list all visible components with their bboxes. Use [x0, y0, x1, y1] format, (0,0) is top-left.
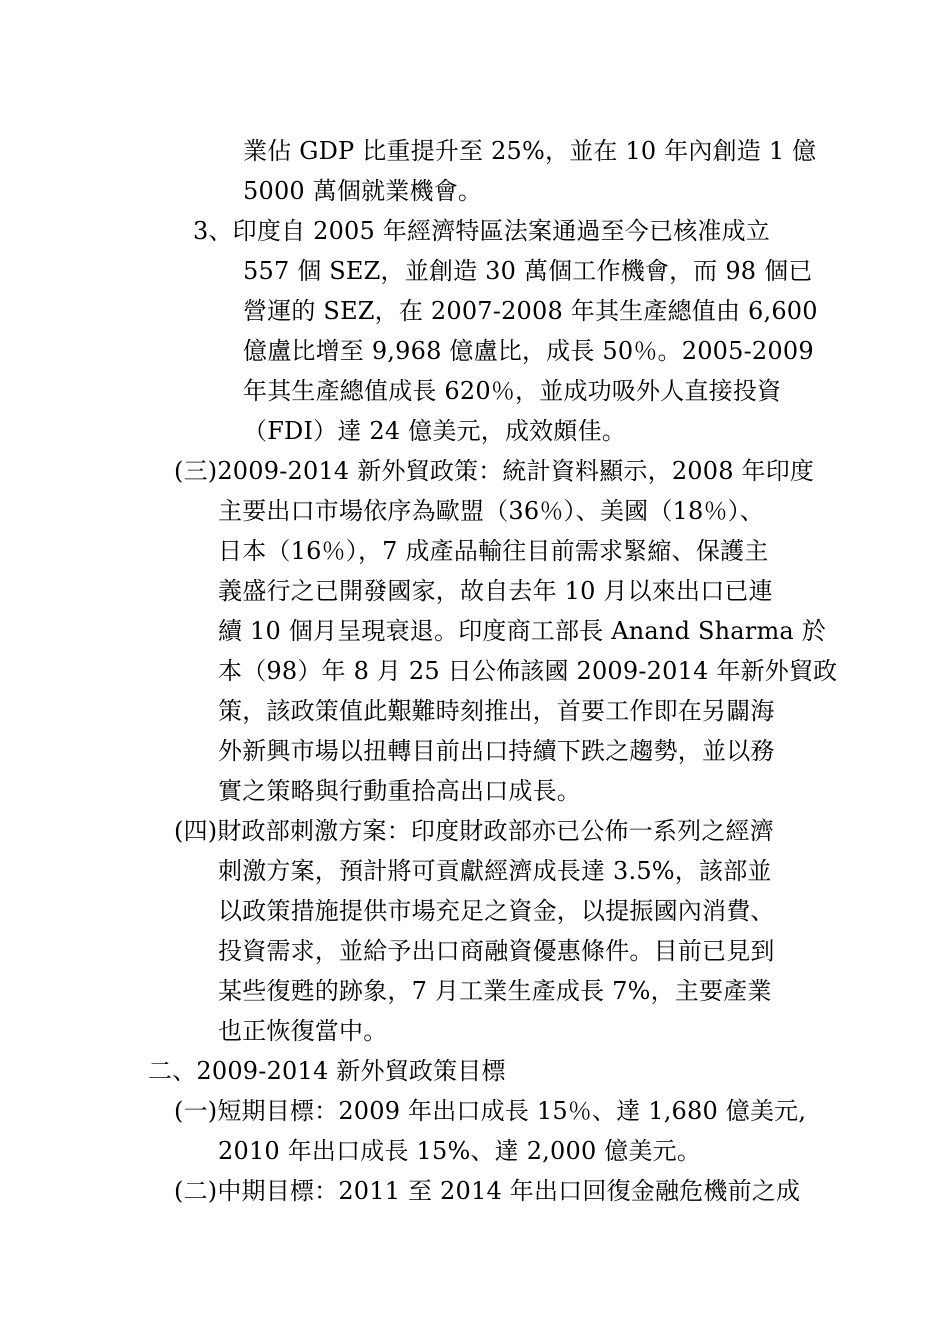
paragraph-line: 日本（16％），7 成產品輸往目前需求緊縮、保護主: [218, 537, 769, 565]
paragraph-line: 本（98）年 8 月 25 日公佈該國 2009-2014 年新外貿政: [218, 657, 838, 685]
paragraph-line: 主要出口市場依序為歐盟（36％）、美國（18％）、: [218, 497, 765, 525]
list-item-line: （FDI）達 24 億美元，成效頗佳。: [243, 417, 626, 445]
section-heading-line: (二)中期目標：2011 至 2014 年出口回復金融危機前之成: [174, 1177, 801, 1205]
paragraph-line: 5000 萬個就業機會。: [243, 177, 483, 205]
paragraph-line: 義盛行之已開發國家，故自去年 10 月以來出口已連: [218, 577, 773, 605]
list-item-line: 557 個 SEZ，並創造 30 萬個工作機會，而 98 個已: [243, 257, 813, 285]
section-heading-line: (三)2009-2014 新外貿政策：統計資料顯示，2008 年印度: [174, 457, 815, 485]
list-item-line: 億盧比增至 9,968 億盧比，成長 50％。2005-2009: [243, 337, 814, 365]
list-item-line: 營運的 SEZ，在 2007-2008 年其生產總值由 6,600: [243, 297, 818, 325]
section-heading-line: (一)短期目標：2009 年出口成長 15％、達 1,680 億美元,: [174, 1097, 807, 1125]
paragraph-line: 以政策措施提供市場充足之資金，以提振國內消費、: [218, 897, 775, 925]
paragraph-line: 實之策略與行動重拾高出口成長。: [218, 777, 581, 805]
paragraph-line: 策，該政策值此艱難時刻推出，首要工作即在另闢海: [218, 697, 775, 725]
paragraph-line: 某些復甦的跡象，7 月工業生產成長 7%，主要產業: [218, 977, 772, 1005]
section-heading-line: (四)財政部刺激方案：印度財政部亦已公佈一系列之經濟: [174, 817, 774, 845]
paragraph-line: 2010 年出口成長 15%、達 2,000 億美元。: [218, 1137, 702, 1165]
paragraph-line: 外新興市場以扭轉目前出口持續下跌之趨勢，並以務: [218, 737, 775, 765]
paragraph-line: 投資需求，並給予出口商融資優惠條件。目前已見到: [218, 937, 775, 965]
chapter-heading-line: 二、2009-2014 新外貿政策目標: [148, 1057, 506, 1085]
list-item-line: 年其生產總值成長 620％，並成功吸外人直接投資: [243, 377, 782, 405]
paragraph-line: 續 10 個月呈現衰退。印度商工部長 Anand Sharma 於: [218, 617, 826, 645]
list-item-line: 3、印度自 2005 年經濟特區法案通過至今已核准成立: [193, 217, 771, 245]
paragraph-line: 也正恢復當中。: [218, 1017, 388, 1045]
paragraph-line: 刺激方案，預計將可貢獻經濟成長達 3.5%，該部並: [218, 857, 772, 885]
paragraph-line: 業佔 GDP 比重提升至 25%，並在 10 年內創造 1 億: [243, 137, 817, 165]
